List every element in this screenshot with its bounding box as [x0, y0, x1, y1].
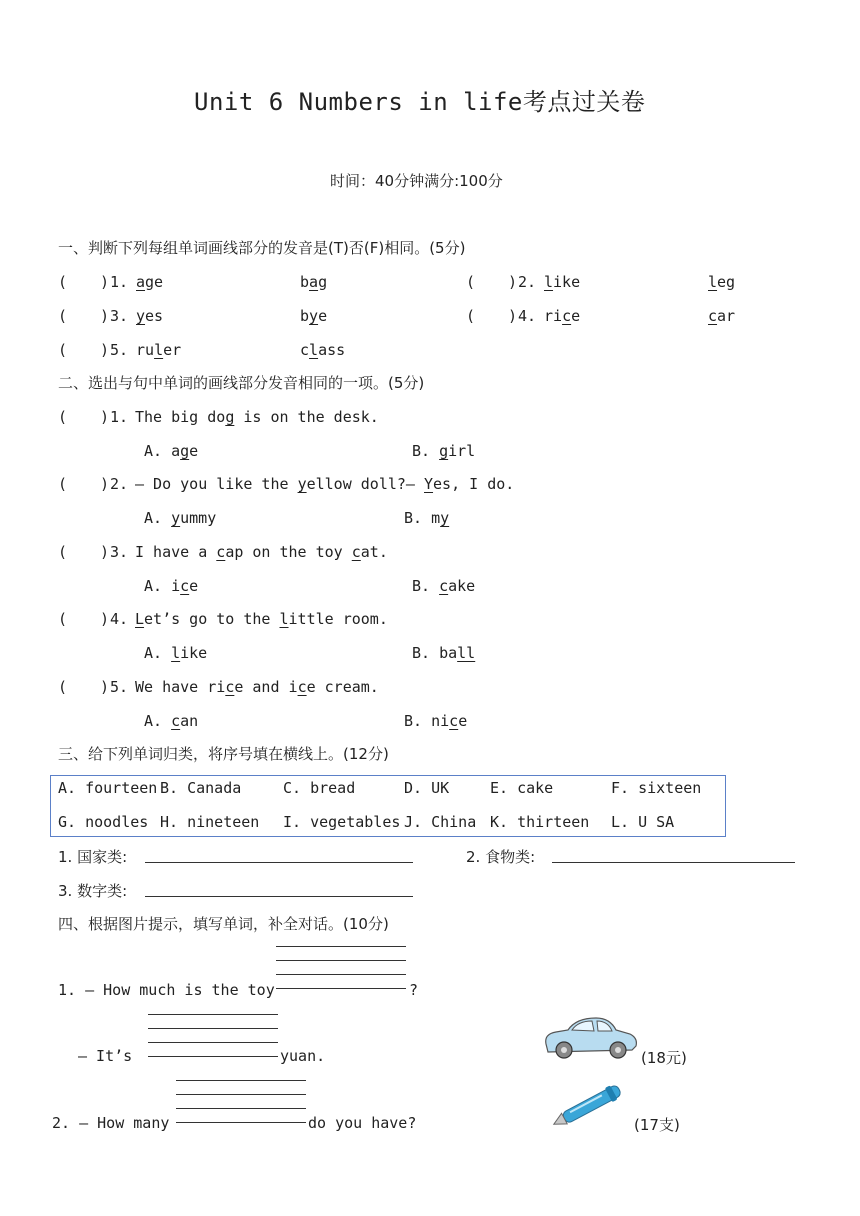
country-answer-line[interactable]	[145, 862, 413, 863]
number-category-label: 3. 数字类:	[58, 882, 128, 900]
answer-paren-close: )	[100, 475, 110, 493]
word-bank-item: E. cake	[490, 779, 554, 797]
word-1: age	[136, 273, 164, 291]
word-bank-item: D. UK	[404, 779, 450, 797]
q4-1-answer-end: yuan.	[280, 1047, 326, 1065]
word-bank-item: G. noodles	[58, 813, 149, 831]
option-b: B. cake	[412, 577, 476, 595]
q4-2-question-end: do you have?	[308, 1114, 417, 1132]
question-number: 1.	[110, 408, 129, 426]
section-1-heading: 一、判断下列每组单词画线部分的发音是(T)否(F)相同。(5分)	[58, 239, 466, 257]
word-2: car	[708, 307, 736, 325]
word-1: ruler	[136, 341, 182, 359]
pen-count-label: (17支)	[634, 1116, 680, 1134]
answer-paren-close: )	[100, 341, 110, 359]
word-2: bag	[300, 273, 328, 291]
question-number: 1.	[110, 273, 129, 291]
option-a: A. ice	[144, 577, 199, 595]
option-a: A. like	[144, 644, 208, 662]
toy-car-icon	[540, 1010, 640, 1062]
answer-paren-close: )	[100, 408, 110, 426]
option-b: B. ball	[412, 644, 476, 662]
section-3-heading: 三、给下列单词归类，将序号填在横线上。(12分)	[58, 745, 389, 763]
answer-paren-close: )	[100, 543, 110, 561]
exam-time: 时间：40分钟满分:100分	[330, 172, 503, 190]
option-a: A. age	[144, 442, 199, 460]
answer-paren-open: (	[58, 475, 68, 493]
question-number: 2.	[110, 475, 129, 493]
q1-writing-lines[interactable]	[276, 946, 406, 989]
word-bank-item: H. nineteen	[160, 813, 260, 831]
q4-1-question: 1. — How much is the toy	[58, 981, 275, 999]
option-b: B. nice	[404, 712, 468, 730]
q2-writing-lines[interactable]	[176, 1080, 306, 1123]
food-answer-line[interactable]	[552, 862, 795, 863]
option-a: A. yummy	[144, 509, 217, 527]
word-1: rice	[544, 307, 581, 325]
word-bank-item: F. sixteen	[611, 779, 702, 797]
option-a: A. can	[144, 712, 199, 730]
section-4-heading: 四、根据图片提示，填写单词，补全对话。(10分)	[58, 915, 389, 933]
q4-1-question-mark: ?	[409, 981, 419, 999]
question-number: 2.	[518, 273, 537, 291]
word-2: class	[300, 341, 346, 359]
question-number: 3.	[110, 543, 129, 561]
sentence: I have a cap on the toy cat.	[135, 543, 388, 561]
section-2-heading: 二、选出与句中单词的画线部分发音相同的一项。(5分)	[58, 374, 425, 392]
answer-paren-open: (	[58, 543, 68, 561]
word-1: yes	[136, 307, 164, 325]
word-2: bye	[300, 307, 328, 325]
answer-paren-close: )	[100, 678, 110, 696]
pen-icon	[545, 1082, 635, 1128]
q4-2-question: 2. — How many	[52, 1114, 170, 1132]
answer-paren-open: (	[58, 408, 68, 426]
word-bank-item: K. thirteen	[490, 813, 590, 831]
question-number: 4.	[518, 307, 537, 325]
answer-paren-open: (	[58, 273, 68, 291]
q4-1-answer: — It’s	[78, 1047, 133, 1065]
q1-answer-lines[interactable]	[148, 1014, 278, 1057]
word-2: leg	[708, 273, 736, 291]
option-b: B. girl	[412, 442, 476, 460]
answer-paren-close: )	[100, 273, 110, 291]
question-number: 3.	[110, 307, 129, 325]
sentence: We have rice and ice cream.	[135, 678, 379, 696]
word-bank-item: C. bread	[283, 779, 356, 797]
answer-paren-open: (	[466, 307, 476, 325]
page-title: Unit 6 Numbers in life考点过关卷	[194, 88, 646, 116]
country-category-label: 1. 国家类:	[58, 848, 128, 866]
car-price-label: (18元)	[641, 1049, 687, 1067]
word-bank-item: A. fourteen	[58, 779, 158, 797]
sentence: The big dog is on the desk.	[135, 408, 379, 426]
answer-paren-open: (	[58, 678, 68, 696]
answer-paren-open: (	[58, 341, 68, 359]
answer-paren-close: )	[100, 610, 110, 628]
answer-paren-open: (	[58, 610, 68, 628]
answer-paren-open: (	[58, 307, 68, 325]
option-b: B. my	[404, 509, 450, 527]
food-category-label: 2. 食物类:	[466, 848, 536, 866]
sentence: Let’s go to the little room.	[135, 610, 388, 628]
question-number: 5.	[110, 678, 129, 696]
number-answer-line[interactable]	[145, 896, 413, 897]
word-bank-item: J. China	[404, 813, 477, 831]
word-1: like	[544, 273, 581, 291]
word-bank-item: I. vegetables	[283, 813, 401, 831]
word-bank-item: L. U SA	[611, 813, 675, 831]
question-number: 4.	[110, 610, 129, 628]
word-bank-item: B. Canada	[160, 779, 242, 797]
sentence: — Do you like the yellow doll?— Yes, I do.	[135, 475, 515, 493]
answer-paren-open: (	[466, 273, 476, 291]
answer-paren-close: )	[508, 273, 518, 291]
answer-paren-close: )	[100, 307, 110, 325]
question-number: 5.	[110, 341, 129, 359]
answer-paren-close: )	[508, 307, 518, 325]
